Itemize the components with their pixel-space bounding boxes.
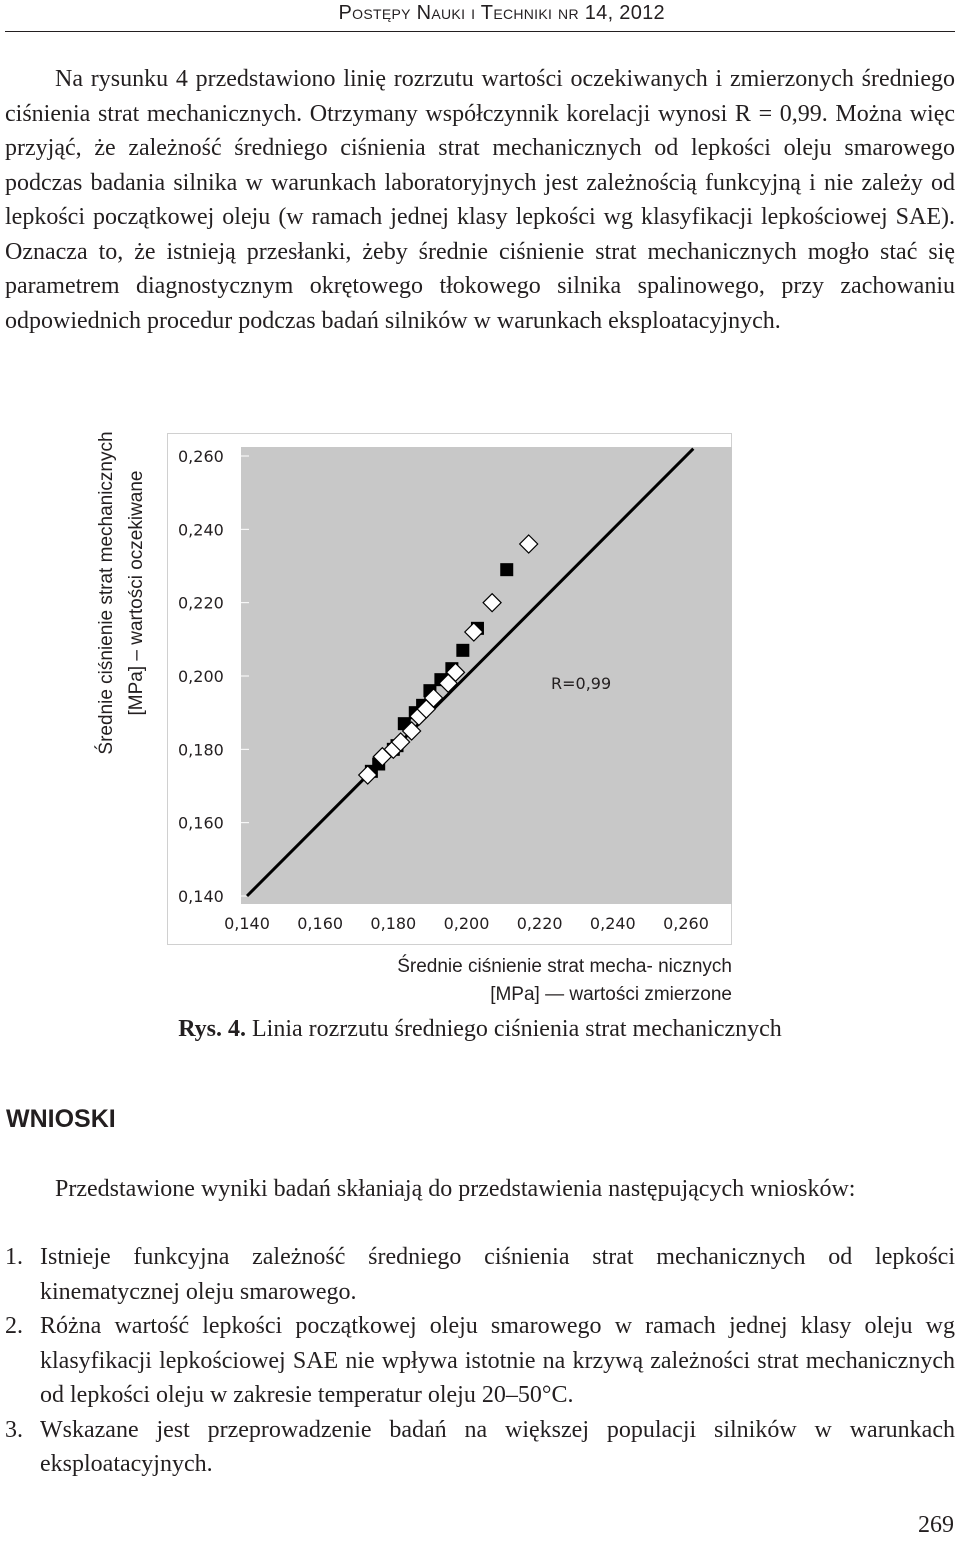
list-text: Wskazane jest przeprowadzenie badań na większej populacji silników w warunkach eksploatacyjnych.: [40, 1416, 955, 1477]
y-tick-label: 0,240: [178, 520, 224, 540]
paragraph-2: Przedstawione wyniki badań skłaniają do przedstawienia następujących wniosków:: [55, 1176, 856, 1202]
conclusions-list: [5, 1240, 955, 1482]
section-heading: WNIOSKI: [6, 1105, 116, 1133]
y-tick-label: 0,140: [178, 887, 224, 906]
caption-label: Rys. 4.: [178, 1016, 247, 1042]
list-item: [5, 1413, 955, 1482]
correlation-annotation: R=0,99: [551, 674, 612, 693]
list-number: 1.: [5, 1244, 23, 1270]
x-tick-label: 0,180: [370, 914, 417, 933]
header-rule: [5, 31, 955, 32]
page-number: 269: [918, 1512, 954, 1538]
x-tick-label: 0,160: [297, 914, 344, 933]
x-tick-label: 0,140: [224, 914, 270, 933]
plot-area: [241, 447, 732, 904]
y-tick-label: 0,160: [178, 813, 224, 833]
data-point-filled-square: [500, 563, 513, 576]
y-tick-label: 0,220: [178, 593, 224, 613]
x-axis-title: Średnie ciśnienie strat mecha- nicznych [MPa] — wartości zmierzone: [397, 956, 732, 1005]
data-point-filled-square: [456, 644, 469, 657]
x-tick-label: 0,240: [589, 914, 636, 933]
list-text: Różna wartość lepkości początkowej oleju smarowego w ramach jednej klasy oleju wg klasyfikacji lepkościowej SAE nie wpływa istotnie na krzywą zależności strat mechanicznych od lepkości oleju w zakresie temperatur oleju 20–50°C.: [40, 1313, 955, 1408]
y-tick-label: 0,200: [178, 667, 224, 686]
y-tick-label: 0,260: [178, 447, 224, 466]
running-header: [0, 0, 960, 36]
y-axis-title: Średnie ciśnienie strat mechanicznych [MPa] – wartości oczekiwane: [96, 431, 147, 755]
x-tick-label: 0,220: [516, 914, 563, 933]
journal-title: Postępy Nauki i Techniki nr 14, 2012: [338, 2, 665, 24]
list-item: [5, 1309, 955, 1413]
x-tick-label: 0,260: [663, 914, 709, 933]
x-tick-label: 0,200: [443, 914, 490, 933]
y-tick-label: 0,180: [178, 740, 224, 760]
figure-caption: [0, 1016, 960, 1043]
list-item: [5, 1240, 955, 1309]
scatter-plot: [167, 433, 732, 945]
list-number: 2.: [5, 1313, 23, 1339]
caption-text: Linia rozrzutu średniego ciśnienia strat mechanicznych: [246, 1016, 782, 1042]
list-number: 3.: [5, 1416, 23, 1443]
paragraph-1: Na rysunku 4 przedstawiono linię rozrzutu wartości oczekiwanych i zmierzonych średniego ciśnienia strat mechanicznych. Otrzymany współczynnik korelacji wynosi R = 0,99. Można więc przyjąć, że zależność średniego ciśnienia strat mechanicznych od lepkości oleju smarowego podczas badania silnika w warunkach laboratoryjnych jest zależnością funkcyjną i nie zależy od lepkości początkowej oleju (w ramach jednej klasy lepkości wg klasyfikacji lepkościowej SAE). Oznacza to, że istnieją przesłanki, żeby średnie ciśnienie strat mechanicznych mogło stać się parametrem diagnostycznym okrętowego tłokowego silnika spalinowego, przy zachowaniu odpowiednich procedur podczas badań silników w warunkach eksploatacyjnych.: [5, 66, 955, 334]
list-text: Istnieje funkcyjna zależność średniego ciśnienia strat mechanicznych od lepkości kinematycznej oleju smarowego.: [40, 1244, 955, 1305]
